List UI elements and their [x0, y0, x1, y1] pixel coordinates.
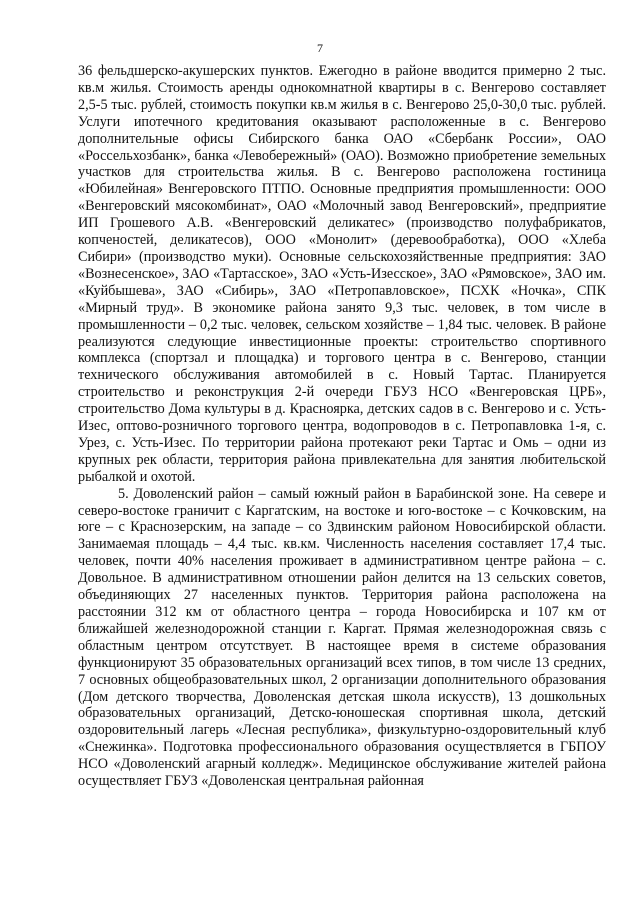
paragraph-vengerovo-district: 36 фельдшерско-акушерских пунктов. Ежегодно в районе вводится примерно 2 тыс. кв.м жилья. Стоимость аренды однокомнатной квартиры в с. Венгерово составляет 2,5-5 тыс. рублей, стоимость покупки кв.м жилья в с. Венгерово 25,0-30,0 тыс. рублей. Услуги ипотечного кредитования оказывают расположенные в с. Венгерово дополнительные офисы Сибирского банка ОАО «Сбербанк России», ОАО «Россельхозбанк», банка «Левобережный» (ОАО). Возможно приобретение земельных участков для строительства жилья. В с. Венгерово расположена гостиница «Юбилейная» Венгеровского ПТПО. Основные предприятия промышленности: ООО «Венгеровский мясокомбинат», ОАО «Молочный завод Венгеровский», предприятие ИП Грошевого А.В. «Венгеровский деликатес» (производство полуфабрикатов, копченостей, деликатесов), ООО «Монолит» (деревообработка), ООО «Хлеба Сибири» (производство муки). Основные сельскохозяйственные предприятия: ЗАО «Вознесенское», ЗАО «Тартасское», ЗАО «Усть-Изесское», ЗАО «Рямовское», ЗАО им. «Куйбышева», ЗАО «Сибирь», ЗАО «Петропавловское», ПСХК «Ночка», СПК «Мирный труд». В экономике района занято 9,3 тыс. человек, в том числе в промышленности – 0,2 тыс. человек, сельском хозяйстве – 1,84 тыс. человек. В районе реализуются следующие инвестиционные проекты: строительство спортивного комплекса (спортзал и площадка) и торгового центра в с. Венгерово, станции технического обслуживания автомобилей в с. Новый Тартас. Планируется строительство и реконструкция 2-й очереди ГБУЗ НСО «Венгеровская ЦРБ», строительство Дома культуры в д. Красноярка, детских садов в с. Венгерово и с. Усть-Изес, оптово-розничного торгового центра, водопроводов в с. Петропавловка 1-я, с. Урез, с. Усть-Изес. По территории района протекают реки Тартас и Омь – одни из крупных рек области, территория района привлекательна для занятия любительской рыбалкой и охотой. — [78, 63, 606, 485]
paragraph-dovolensky-district: 5. Доволенский район – самый южный район в Барабинской зоне. На севере и северо-востоке граничит с Каргатским, на востоке и юго-востоке – с Кочковским, на юге – с Краснозерским, на западе – со Здвинским районом Новосибирской области. Занимаемая площадь – 4,4 тыс. кв.км. Численность населения составляет 17,4 тыс. человек, почти 40% населения проживает в административном центре района – с. Довольное. В административном отношении район делится на 13 сельских советов, объединяющих 27 населенных пунктов. Территория района расположена на расстоянии 312 км от областного центра – города Новосибирска и 107 км от ближайшей железнодорожной станции г. Каргат. Прямая железнодорожная связь с областным центром отсутствует. В настоящее время в системе образования функционируют 35 образовательных организаций всех типов, в том числе 13 средних, 7 основных общеобразовательных школ, 2 организации дополнительного образования (Дом детского творчества, Доволенская детская школа искусств), 13 дошкольных образовательных организаций, Детско-юношеская спортивная школа, детский оздоровительный лагерь «Лесная республика», физкультурно-оздоровительный клуб «Снежинка». Подготовка профессионального образования осуществляется в ГБПОУ НСО «Доволенский агарный колледж». Медицинское обслуживание жителей района осуществляет ГБУЗ «Доволенская центральная районная — [78, 485, 606, 790]
body-text — [78, 63, 606, 790]
page-number: 7 — [317, 41, 323, 55]
